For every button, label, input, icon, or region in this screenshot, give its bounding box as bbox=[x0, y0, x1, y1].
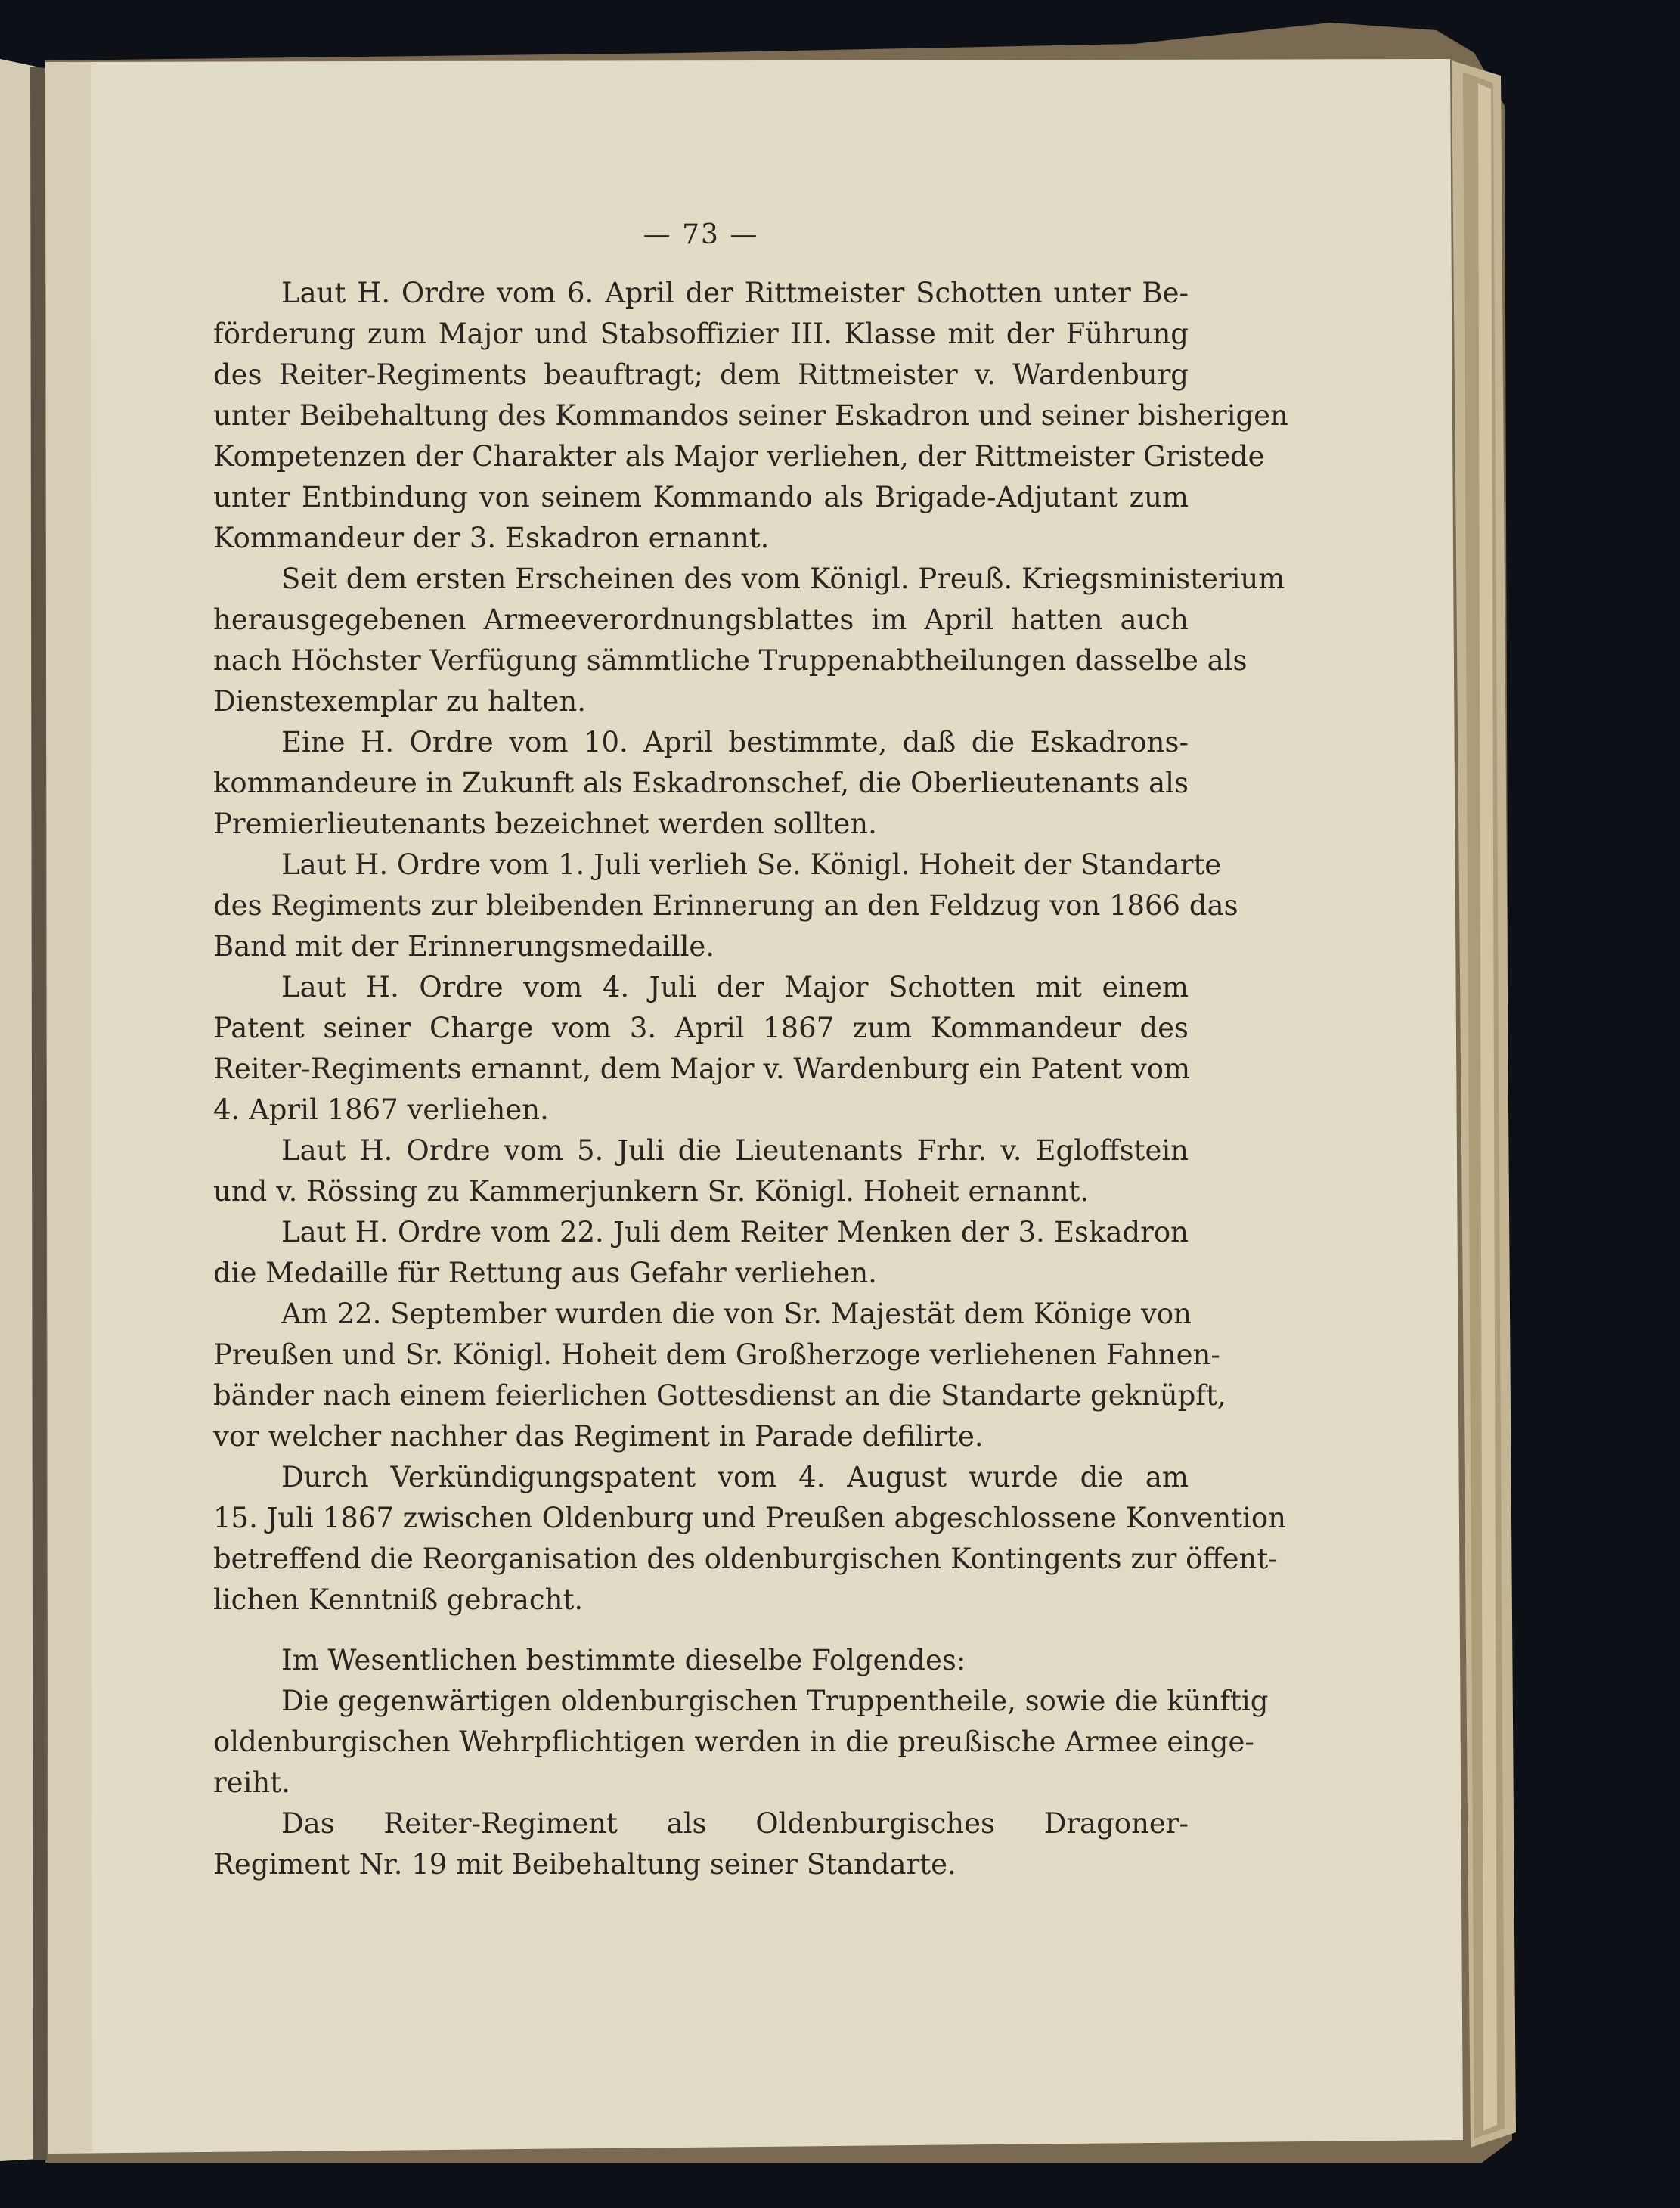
text-line: des Reiter-Regiments beauftragt; dem Rittmeister v. Wardenburg bbox=[213, 358, 1189, 391]
text-line: Dienstexemplar zu halten. bbox=[213, 685, 587, 718]
text-line: Laut H. Ordre vom 22. Juli dem Reiter Menken der 3. Eskadron bbox=[281, 1216, 1189, 1248]
paragraph-gap bbox=[213, 1620, 1189, 1640]
text-line: Kommandeur der 3. Eskadron ernannt. bbox=[213, 522, 770, 554]
text-line: Laut H. Ordre vom 4. Juli der Major Schotten mit einem bbox=[281, 971, 1189, 1003]
text-line: Kompetenzen der Charakter als Major verliehen, der Rittmeister Gristede bbox=[213, 440, 1265, 473]
text-lines bbox=[213, 273, 1288, 1885]
text-line: vor welcher nachher das Regiment in Parade defilirte. bbox=[213, 1420, 984, 1453]
text-line: betreffend die Reorganisation des oldenburgischen Kontingents zur öffent- bbox=[213, 1543, 1278, 1575]
text-line: Die gegenwärtigen oldenburgischen Truppentheile, sowie die künftig bbox=[281, 1685, 1269, 1717]
text-line: und v. Rössing zu Kammerjunkern Sr. Königl. Hoheit ernannt. bbox=[213, 1175, 1090, 1208]
text-line: Reiter-Regiments ernannt, dem Major v. Wardenburg ein Patent vom bbox=[213, 1053, 1191, 1085]
text-line: reiht. bbox=[213, 1766, 290, 1799]
text-line: unter Entbindung von seinem Kommando als Brigade-Adjutant zum bbox=[213, 481, 1189, 513]
text-line: Im Wesentlichen bestimmte dieselbe Folgendes: bbox=[281, 1644, 966, 1676]
text-line: Premierlieutenants bezeichnet werden sollten. bbox=[213, 808, 877, 840]
text-line: kommandeure in Zukunft als Eskadronschef, die Oberlieutenants als bbox=[213, 767, 1189, 799]
text-line: unter Beibehaltung des Kommandos seiner Eskadron und seiner bisherigen bbox=[213, 399, 1288, 432]
text-line: nach Höchster Verfügung sämmtliche Truppenabtheilungen dasselbe als bbox=[213, 644, 1248, 677]
text-line: lichen Kenntniß gebracht. bbox=[213, 1583, 584, 1616]
page-number: — 73 — bbox=[643, 219, 759, 250]
text-line: Laut H. Ordre vom 5. Juli die Lieutenants Frhr. v. Egloffstein bbox=[281, 1134, 1189, 1167]
text-line: des Regiments zur bleibenden Erinnerung an den Feldzug von 1866 das bbox=[213, 889, 1238, 922]
text-line: Patent seiner Charge vom 3. April 1867 zum Kommandeur des bbox=[213, 1012, 1189, 1044]
text-line: Band mit der Erinnerungsmedaille. bbox=[213, 930, 715, 963]
text-line: Laut H. Ordre vom 1. Juli verlieh Se. Königl. Hoheit der Standarte bbox=[281, 848, 1222, 881]
text-line: die Medaille für Rettung aus Gefahr verliehen. bbox=[213, 1257, 877, 1289]
text-line: oldenburgischen Wehrpflichtigen werden in die preußische Armee einge- bbox=[213, 1726, 1254, 1758]
text-line: 15. Juli 1867 zwischen Oldenburg und Preußen abgeschlossene Konvention bbox=[213, 1502, 1287, 1534]
text-line: Seit dem ersten Erscheinen des vom Königl. Preuß. Kriegsministerium bbox=[281, 563, 1285, 595]
text-line: Durch Verkündigungspatent vom 4. August wurde die am bbox=[281, 1461, 1189, 1493]
page-body bbox=[213, 219, 1288, 1885]
text-line: Regiment Nr. 19 mit Beibehaltung seiner Standarte. bbox=[213, 1848, 956, 1881]
text-line: förderung zum Major und Stabsoffizier III. Klasse mit der Führung bbox=[213, 318, 1189, 350]
text-line: Laut H. Ordre vom 6. April der Rittmeister Schotten unter Be- bbox=[281, 277, 1189, 309]
text-line: herausgegebenen Armeeverordnungsblattes im April hatten auch bbox=[213, 603, 1189, 636]
text-line: 4. April 1867 verliehen. bbox=[213, 1093, 549, 1126]
text-line: Am 22. September wurden die von Sr. Majestät dem Könige von bbox=[281, 1298, 1192, 1330]
text-line: Preußen und Sr. Königl. Hoheit dem Großherzoge verliehenen Fahnen- bbox=[213, 1338, 1220, 1371]
text-line: Eine H. Ordre vom 10. April bestimmte, daß die Eskadrons- bbox=[281, 726, 1189, 758]
text-line: bänder nach einem feierlichen Gottesdienst an die Standarte geknüpft, bbox=[213, 1379, 1226, 1412]
text-line: Das Reiter-Regiment als Oldenburgisches Dragoner- bbox=[281, 1807, 1189, 1840]
